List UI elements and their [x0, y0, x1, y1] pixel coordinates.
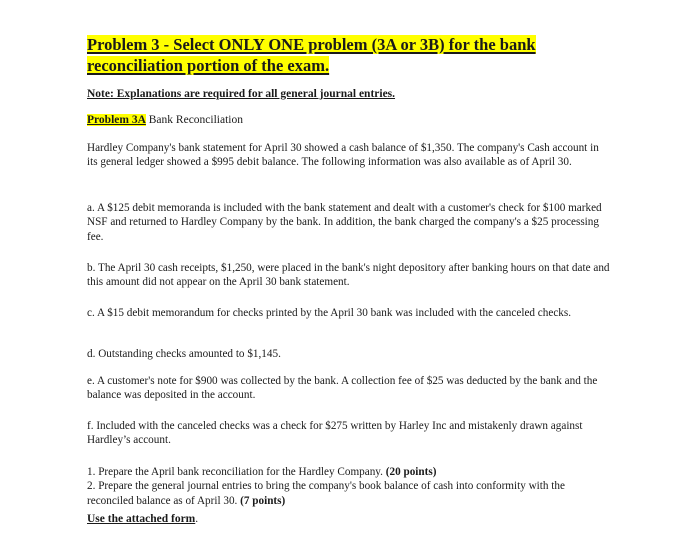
- item-d: d. Outstanding checks amounted to $1,145.: [87, 348, 281, 360]
- heading-line-2: reconciliation portion of the exam.: [87, 56, 330, 75]
- intro-paragraph: Hardley Company's bank statement for April 30 showed a cash balance of $1,350. The company's Cash account in its general ledger showed a $995 debit balance. The following information was also available as of April 30.: [87, 142, 599, 169]
- item-b: b. The April 30 cash receipts, $1,250, were placed in the bank's night depository after banking hours on that date and this amount did not appear on the April 30 bank statement.: [87, 262, 610, 289]
- task-2: [87, 479, 612, 508]
- item-a: a. A $125 debit memoranda is included with the bank statement and dealt with a customer's check for $100 marked NSF and returned to Hardley Company by the bank. In addition, the bank charged the company's a $25 processing fee.: [87, 202, 602, 243]
- item-c: c. A $15 debit memorandum for checks printed by the April 30 bank was included with the canceled checks.: [87, 307, 572, 319]
- task-1: [87, 465, 612, 479]
- task-2-text: 2. Prepare the general journal entries to bring the company's book balance of cash into conformity with the reconciled balance as of April 30.: [87, 480, 565, 507]
- explanations-note: Note: Explanations are required for all general journal entries.: [87, 88, 396, 100]
- task-1-points: (20 points): [385, 466, 437, 478]
- attached-form-suffix: .: [195, 513, 199, 525]
- task-list: [87, 465, 612, 508]
- task-2-points: (7 points): [240, 494, 286, 507]
- problem-tag: Problem 3A: [87, 114, 146, 126]
- item-f: f. Included with the canceled checks was a check for $275 written by Harley Inc and mistakenly drawn against Hardley’s account.: [87, 420, 583, 447]
- problem-heading: [87, 34, 607, 76]
- heading-line-1: Problem 3 - Select ONLY ONE problem (3A or 3B) for the bank: [87, 35, 536, 54]
- attached-form-label: Use the attached form: [87, 513, 196, 525]
- problem-title: Bank Reconciliation: [148, 114, 243, 126]
- task-1-text: 1. Prepare the April bank reconciliation for the Hardley Company.: [87, 466, 386, 478]
- problem-subheading: [87, 114, 243, 126]
- item-e: e. A customer's note for $900 was collected by the bank. A collection fee of $25 was deducted by the bank and the balance was deposited in the account.: [87, 375, 598, 402]
- attached-form-instruction: [87, 513, 198, 525]
